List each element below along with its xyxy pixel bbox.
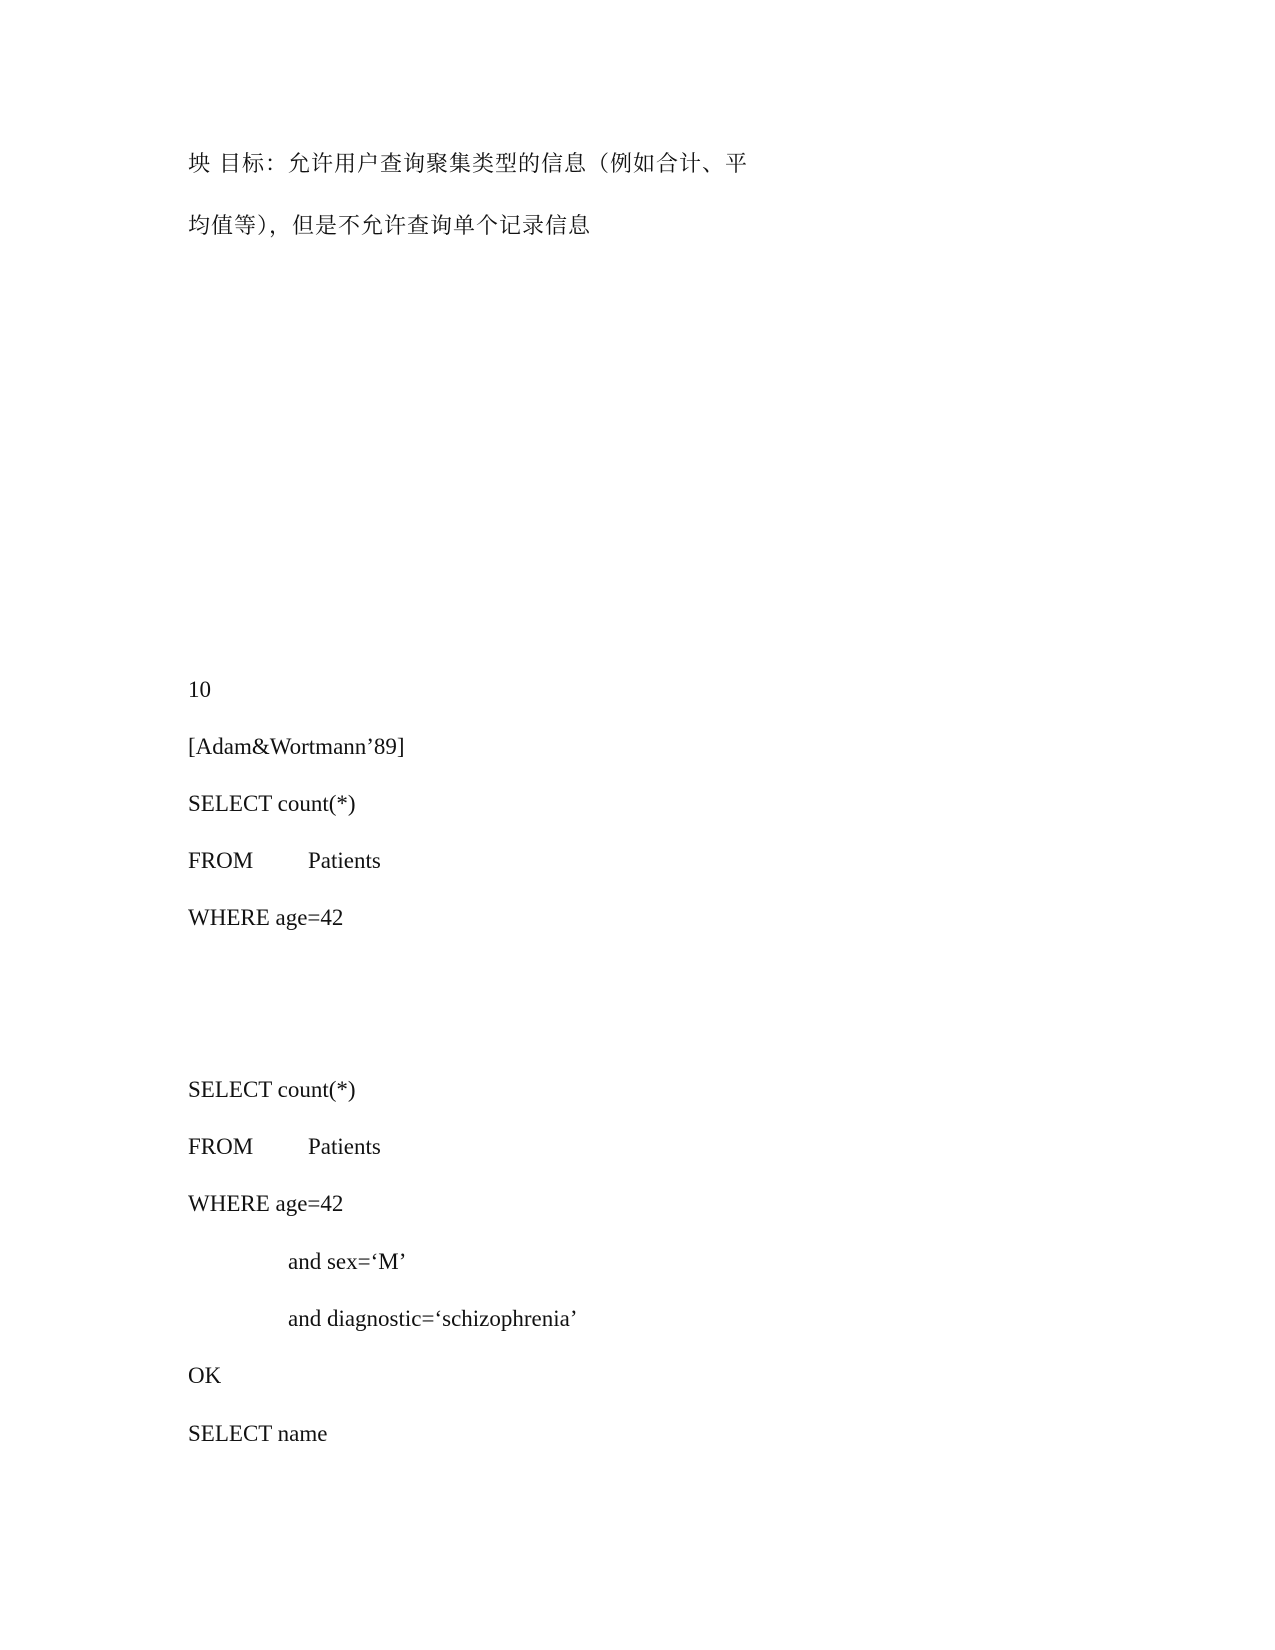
- query2-from-keyword: FROM: [188, 1134, 254, 1159]
- query2-from: [188, 1132, 381, 1162]
- citation: [Adam&Wortmann’89]: [188, 734, 405, 759]
- query1-from: [188, 846, 381, 876]
- query1-from-table: Patients: [308, 848, 381, 873]
- query3-select: SELECT name: [188, 1421, 328, 1446]
- query1-select: SELECT count(*): [188, 791, 356, 816]
- intro-line-2: 均值等），但是不允许查询单个记录信息: [188, 214, 592, 239]
- query2-and-diagnostic: and diagnostic=‘schizophrenia’: [288, 1306, 578, 1331]
- query2-where: WHERE age=42: [188, 1191, 344, 1216]
- page-number: 10: [188, 677, 211, 702]
- query1-from-keyword: FROM: [188, 848, 254, 873]
- intro-line-1: 坱 目标：允许用户查询聚集类型的信息（例如合计、平: [188, 152, 748, 177]
- query2-select: SELECT count(*): [188, 1077, 356, 1102]
- query2-and-sex: and sex=‘M’: [288, 1249, 407, 1274]
- query1-where: WHERE age=42: [188, 905, 344, 930]
- result-ok: OK: [188, 1363, 222, 1388]
- query2-from-table: Patients: [308, 1134, 381, 1159]
